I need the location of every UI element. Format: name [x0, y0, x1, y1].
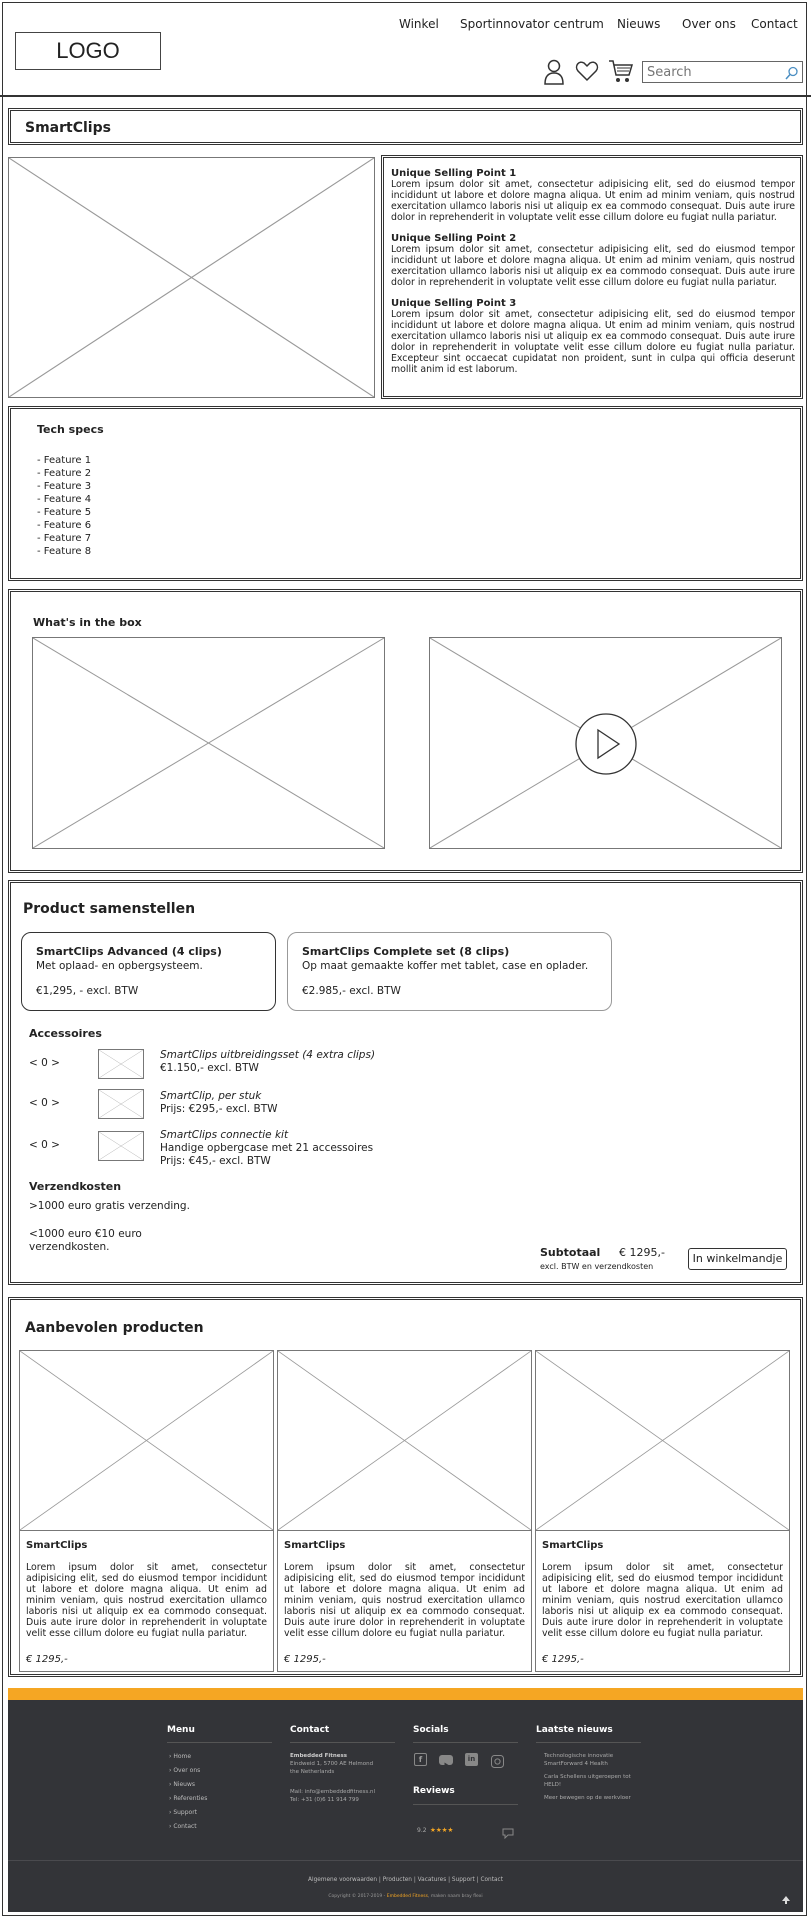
accessory-price: Prijs: €295,- excl. BTW: [160, 1103, 278, 1115]
nav-sportinnovator[interactable]: Sportinnovator centrum: [460, 17, 604, 31]
footer-rule: [413, 1742, 518, 1743]
footer-rule: [536, 1742, 641, 1743]
news-item[interactable]: Technologische innovatie SmartForward 4 Health: [544, 1753, 614, 1767]
quantity-stepper[interactable]: < 0 >: [29, 1139, 60, 1151]
product-card[interactable]: [19, 1350, 274, 1672]
subtotal-note: excl. BTW en verzendkosten: [540, 1262, 654, 1271]
footer-reviews-title: Reviews: [413, 1786, 455, 1796]
quantity-stepper[interactable]: < 0 >: [29, 1057, 60, 1069]
usp-3-text: Lorem ipsum dolor sit amet, consectetur adipisicing elit, sed do eiusmod tempor incididunt ut labore et dolore magna aliqua. Ut enim ad minim veniam, quis nostrud exercitation ullamco laboris nisi ut aliquip ex ea commodo consequat. Duis aute irure dolor in reprehenderit in voluptate velit esse cillum dolore eu fugiat nulla pariatur. Excepteur sint occaecat cupidatat non proident, sunt in culpa qui officia deserunt mollit anim id est laborum.: [391, 309, 795, 375]
accessory-row: [29, 1047, 529, 1083]
footer-contact: [290, 1752, 395, 1804]
tech-specs-title: Tech specs: [37, 423, 104, 436]
footer-menu-item[interactable]: › Contact: [169, 1823, 197, 1830]
list-item: - Feature 3: [37, 481, 92, 492]
nav-over-ons[interactable]: Over ons: [682, 17, 736, 31]
product-image: [8, 157, 375, 398]
search-input[interactable]: [645, 63, 779, 81]
news-item[interactable]: Meer bewegen op de werkvloer: [544, 1795, 631, 1801]
product-card-price: € 1295,-: [26, 1654, 68, 1665]
product-card-text: Lorem ipsum dolor sit amet, consectetur adipisicing elit, sed do eiusmod tempor incididunt ut labore et dolore magna aliqua. Ut enim ad minim veniam, quis nostrud exercitation ullamco laboris nisi ut aliquip ex ea commodo consequat. Duis aute irure dolor in reprehenderit in voluptate velit esse cillum dolore eu fugiat nulla pariatur.: [542, 1562, 783, 1639]
shipping-title: Verzendkosten: [29, 1180, 122, 1193]
shipping-free: >1000 euro gratis verzending.: [29, 1200, 190, 1212]
accessory-image: [98, 1131, 144, 1161]
search-box: [642, 61, 803, 83]
option-desc: Met oplaad- en opbergsysteem.: [36, 960, 203, 972]
contact-phone[interactable]: Tel: +31 (0)6 11 914 799: [290, 1797, 359, 1803]
usp-2-title: Unique Selling Point 2: [391, 233, 517, 244]
footer-link[interactable]: Algemene voorwaarden: [308, 1877, 378, 1883]
footer-socials-title: Socials: [413, 1725, 449, 1735]
option-complete[interactable]: [287, 932, 612, 1011]
footer-menu-item[interactable]: › Home: [169, 1753, 192, 1760]
review-widget-icon[interactable]: [502, 1824, 514, 1835]
product-title-bar: [8, 108, 803, 145]
list-item: - Feature 5: [37, 507, 92, 518]
address-line: Eindweid 1, 5700 AE Helmond: [290, 1761, 374, 1767]
list-item: - Feature 8: [37, 546, 92, 557]
youtube-icon[interactable]: [439, 1755, 453, 1765]
footer-rule: [290, 1742, 395, 1743]
feature-list: [37, 454, 91, 558]
facebook-icon[interactable]: f: [414, 1753, 427, 1766]
list-item: - Feature 4: [37, 494, 92, 505]
logo-text: LOGO: [56, 38, 120, 63]
option-desc: Op maat gemaakte koffer met tablet, case en oplader.: [302, 960, 589, 972]
footer: [8, 1700, 803, 1912]
accessory-image: [98, 1089, 144, 1119]
box-video[interactable]: [429, 637, 782, 849]
product-card-name: SmartClips: [284, 1540, 346, 1551]
recommended-title: Aanbevolen producten: [25, 1320, 204, 1336]
company-name: Embedded Fitness: [290, 1753, 348, 1759]
recommended-section: [8, 1297, 803, 1677]
product-card-name: SmartClips: [26, 1540, 88, 1551]
copyright-brand[interactable]: Embedded Fitness: [386, 1894, 428, 1899]
review-stars: ★★★★: [430, 1826, 454, 1834]
option-price: €1,295, - excl. BTW: [36, 985, 139, 997]
footer-rule: [167, 1742, 272, 1743]
quantity-stepper[interactable]: < 0 >: [29, 1097, 60, 1109]
footer-accent-bar: [8, 1688, 803, 1700]
usp-1-text: Lorem ipsum dolor sit amet, consectetur adipisicing elit, sed do eiusmod tempor incididunt ut labore et dolore magna aliqua. Ut enim ad minim veniam, quis nostrud exercitation ullamco laboris nisi ut aliquip ex ea commodo consequat. Duis aute irure dolor in reprehenderit in voluptate velit esse cillum dolore eu fugiat nulla pariatur.: [391, 179, 795, 223]
accessory-price: Prijs: €45,- excl. BTW: [160, 1155, 271, 1167]
usp-2-text: Lorem ipsum dolor sit amet, consectetur adipisicing elit, sed do eiusmod tempor incididunt ut labore et dolore magna aliqua. Ut enim ad minim veniam, quis nostrud exercitation ullamco laboris nisi ut aliquip ex ea commodo consequat. Duis aute irure dolor in reprehenderit in voluptate velit esse cillum dolore eu fugiat nulla pariatur.: [391, 244, 795, 288]
instagram-icon[interactable]: [491, 1753, 504, 1766]
list-item: - Feature 1: [37, 455, 92, 466]
footer-bottom-links: Algemene voorwaarden | Producten | Vacatures | Support | Contact: [308, 1877, 503, 1883]
usp-1-title: Unique Selling Point 1: [391, 168, 517, 179]
footer-menu: [169, 1750, 207, 1834]
footer-news: [544, 1752, 644, 1802]
nav-nieuws[interactable]: Nieuws: [617, 17, 661, 31]
page-title: SmartClips: [25, 120, 111, 136]
footer-menu-item[interactable]: › Referenties: [169, 1795, 208, 1802]
product-card[interactable]: [277, 1350, 532, 1672]
news-item[interactable]: Carla Schellens uitgeroepen tot HELD!: [544, 1774, 631, 1788]
footer-divider: [8, 1860, 803, 1861]
footer-link[interactable]: Contact: [480, 1877, 503, 1883]
option-name: SmartClips Complete set (8 clips): [302, 945, 510, 958]
accessory-image: [98, 1049, 144, 1079]
nav-contact[interactable]: Contact: [751, 17, 798, 31]
list-item: - Feature 2: [37, 468, 92, 479]
logo[interactable]: [15, 32, 161, 70]
accessory-desc: Handige opbergcase met 21 accessoires: [160, 1142, 374, 1154]
review-rating: 9.2: [417, 1827, 427, 1834]
product-card-image: [536, 1351, 789, 1531]
accessory-name: SmartClips uitbreidingsset (4 extra clips): [160, 1049, 376, 1061]
footer-news-title: Laatste nieuws: [536, 1725, 613, 1735]
footer-menu-item[interactable]: › Nieuws: [169, 1781, 195, 1788]
footer-menu-title: Menu: [167, 1725, 195, 1735]
accessory-row: [29, 1127, 529, 1171]
footer-link[interactable]: Support: [451, 1877, 475, 1883]
footer-rule: [413, 1804, 518, 1805]
whats-in-box-title: What's in the box: [33, 616, 142, 629]
accessories-title: Accessoires: [29, 1027, 102, 1040]
copyright: Copyright © 2017-2019 - Embedded Fitness, maken naam bray flexi: [328, 1894, 483, 1899]
option-name: SmartClips Advanced (4 clips): [36, 945, 222, 958]
list-item: - Feature 7: [37, 533, 92, 544]
cart-icon[interactable]: [608, 59, 634, 84]
search-icon[interactable]: [785, 65, 799, 79]
subtotal-label: Subtotaal: [540, 1246, 601, 1259]
whats-in-box-section: [8, 589, 803, 873]
nav-winkel[interactable]: Winkel: [399, 17, 439, 31]
linkedin-icon[interactable]: in: [465, 1753, 478, 1766]
configure-title: Product samenstellen: [23, 901, 196, 917]
tech-specs-section: [8, 406, 803, 581]
option-price: €2.985,- excl. BTW: [302, 985, 401, 997]
accessory-row: [29, 1087, 529, 1123]
accessory-name: SmartClip, per stuk: [160, 1090, 262, 1102]
contact-email[interactable]: Mail: info@embeddedfitness.nl: [290, 1789, 376, 1795]
back-to-top-icon[interactable]: [781, 1890, 791, 1900]
shipping-cost: <1000 euro €10 euro verzendkosten.: [29, 1228, 142, 1253]
list-item: - Feature 6: [37, 520, 92, 531]
footer-menu-item[interactable]: › Over ons: [169, 1767, 201, 1774]
usp-panel: [381, 155, 803, 399]
accessory-name: SmartClips connectie kit: [160, 1129, 289, 1141]
product-card-text: Lorem ipsum dolor sit amet, consectetur adipisicing elit, sed do eiusmod tempor incididunt ut labore et dolore magna aliqua. Ut enim ad minim veniam, quis nostrud exercitation ullamco laboris nisi ut aliquip ex ea commodo consequat. Duis aute irure dolor in reprehenderit in voluptate velit esse cillum dolore eu fugiat nulla pariatur.: [26, 1562, 267, 1639]
product-card-image: [278, 1351, 531, 1531]
product-card-name: SmartClips: [542, 1540, 604, 1551]
product-card-image: [20, 1351, 273, 1531]
footer-link[interactable]: Vacatures: [417, 1877, 447, 1883]
product-card-text: Lorem ipsum dolor sit amet, consectetur adipisicing elit, sed do eiusmod tempor incididunt ut labore et dolore magna aliqua. Ut enim ad minim veniam, quis nostrud exercitation ullamco laboris nisi ut aliquip ex ea commodo consequat. Duis aute irure dolor in reprehenderit in voluptate velit esse cillum dolore eu fugiat nulla pariatur.: [284, 1562, 525, 1639]
usp-3-title: Unique Selling Point 3: [391, 298, 517, 309]
user-icon[interactable]: [543, 59, 565, 85]
box-image: [32, 637, 385, 849]
product-card-price: € 1295,-: [284, 1654, 326, 1665]
header-divider: [0, 95, 811, 97]
configure-section: [8, 880, 803, 1285]
accessory-price: €1.150,- excl. BTW: [160, 1062, 259, 1074]
product-card[interactable]: [535, 1350, 790, 1672]
subtotal-value: € 1295,-: [619, 1246, 665, 1259]
product-card-price: € 1295,-: [542, 1654, 584, 1665]
option-advanced[interactable]: [21, 932, 276, 1011]
heart-icon[interactable]: [575, 60, 599, 82]
footer-contact-title: Contact: [290, 1725, 330, 1735]
play-icon[interactable]: [575, 713, 637, 775]
address-line: the Netherlands: [290, 1769, 335, 1775]
footer-menu-item[interactable]: › Support: [169, 1809, 198, 1816]
add-to-cart-button[interactable]: In winkelmandje: [688, 1248, 787, 1270]
footer-link[interactable]: Producten: [382, 1877, 412, 1883]
